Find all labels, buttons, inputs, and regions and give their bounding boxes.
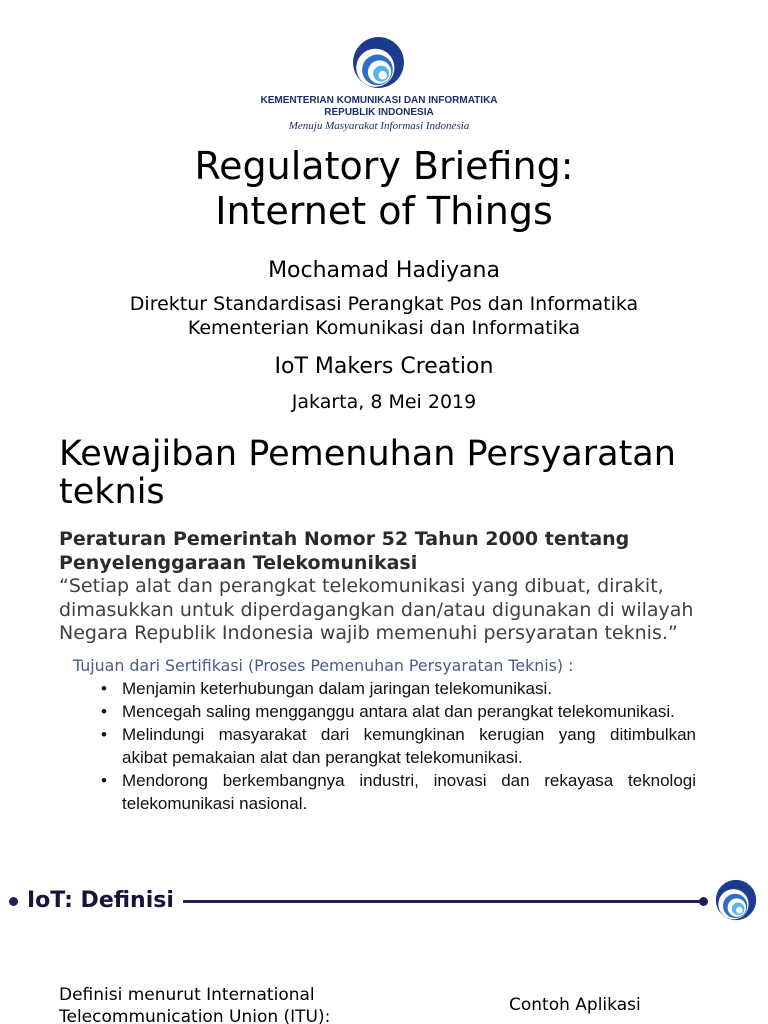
- list-item: [101, 677, 696, 700]
- position-line: Direktur Standardisasi Perangkat Pos dan Informatika: [129, 293, 639, 315]
- position-line: Kementerian Komunikasi dan Informatika: [187, 317, 581, 339]
- itu-definition-line: Telecommunication Union (ITU):: [59, 1007, 331, 1024]
- kominfo-emblem-icon: [352, 36, 405, 89]
- regulation-quote-line: “Setiap alat dan perangkat telekomunikasi yang dibuat, dirakit,: [59, 575, 664, 597]
- list-item-text: akibat pemakaian alat dan perangkat telekomunikasi.: [122, 748, 523, 767]
- cover-title-line: Regulatory Briefing:: [194, 144, 574, 188]
- bullet-marker: •: [101, 702, 107, 721]
- regulation-title-line: Peraturan Pemerintah Nomor 52 Tahun 2000 tentang: [59, 528, 630, 550]
- cover-title-line: Internet of Things: [215, 189, 553, 233]
- application-examples-heading: Contoh Aplikasi: [509, 995, 641, 1015]
- bullet-marker: •: [101, 771, 107, 790]
- regulation-quote-line: Negara Republik Indonesia wajib memenuhi persyaratan teknis.”: [59, 622, 678, 644]
- list-item: [101, 700, 696, 723]
- presenter-name: Mochamad Hadiyana: [268, 258, 500, 283]
- list-item-text: Mendorong berkembangnya industri, inovasi dan rekayasa teknologi: [122, 771, 696, 790]
- slide-title-line: Kewajiban Pemenuhan Persyaratan: [59, 434, 676, 474]
- regulation-quote-block: [59, 528, 693, 646]
- regulation-title-line: Penyelenggaraan Telekomunikasi: [59, 551, 418, 574]
- list-item: [101, 723, 696, 769]
- requirements-slide: [0, 425, 768, 830]
- list-item-text: Menjamin keterhubungan dalam jaringan telekomunikasi.: [122, 679, 552, 698]
- list-item-text: Melindungi masyarakat dari kemungkinan kerugian yang ditimbulkan: [122, 725, 696, 744]
- list-item-text: Mencegah saling mengganggu antara alat dan perangkat telekomunikasi.: [122, 702, 675, 721]
- list-item-text: telekomunikasi nasional.: [122, 794, 308, 813]
- title-divider-line: [183, 900, 701, 903]
- list-item: [101, 769, 696, 815]
- cover-slide: [0, 0, 768, 425]
- regulation-quote-line: dimasukkan untuk diperdagangkan dan/atau digunakan di wilayah: [59, 598, 694, 621]
- cover-title: [0, 144, 768, 234]
- slide-title-line: teknis: [59, 472, 165, 512]
- bullet-marker: •: [101, 725, 107, 744]
- logo-motto: Menuju Masyarakat Informasi Indonesia: [288, 120, 470, 132]
- place-date: Jakarta, 8 Mei 2019: [291, 391, 477, 413]
- presenter-position: [0, 292, 768, 340]
- slide-title: [59, 435, 676, 511]
- event-name: IoT Makers Creation: [274, 354, 494, 379]
- itu-definition-line: Definisi menurut International: [59, 985, 315, 1005]
- definition-slide: [0, 830, 768, 1024]
- kominfo-emblem-icon: [715, 879, 757, 921]
- logo-country-name: REPUBLIK INDONESIA: [324, 107, 434, 118]
- bullet-marker: •: [101, 679, 107, 698]
- certification-purpose-list: [101, 677, 696, 815]
- logo-ministry-name: KEMENTERIAN KOMUNIKASI DAN INFORMATIKA: [260, 95, 498, 106]
- certification-purpose-heading: Tujuan dari Sertifikasi (Proses Pemenuhan Persyaratan Teknis) :: [73, 656, 574, 675]
- title-bullet-dot: [9, 897, 18, 906]
- divider-end-dot: [699, 897, 708, 906]
- itu-definition-text: [59, 984, 330, 1024]
- slide-title: IoT: Definisi: [27, 888, 174, 913]
